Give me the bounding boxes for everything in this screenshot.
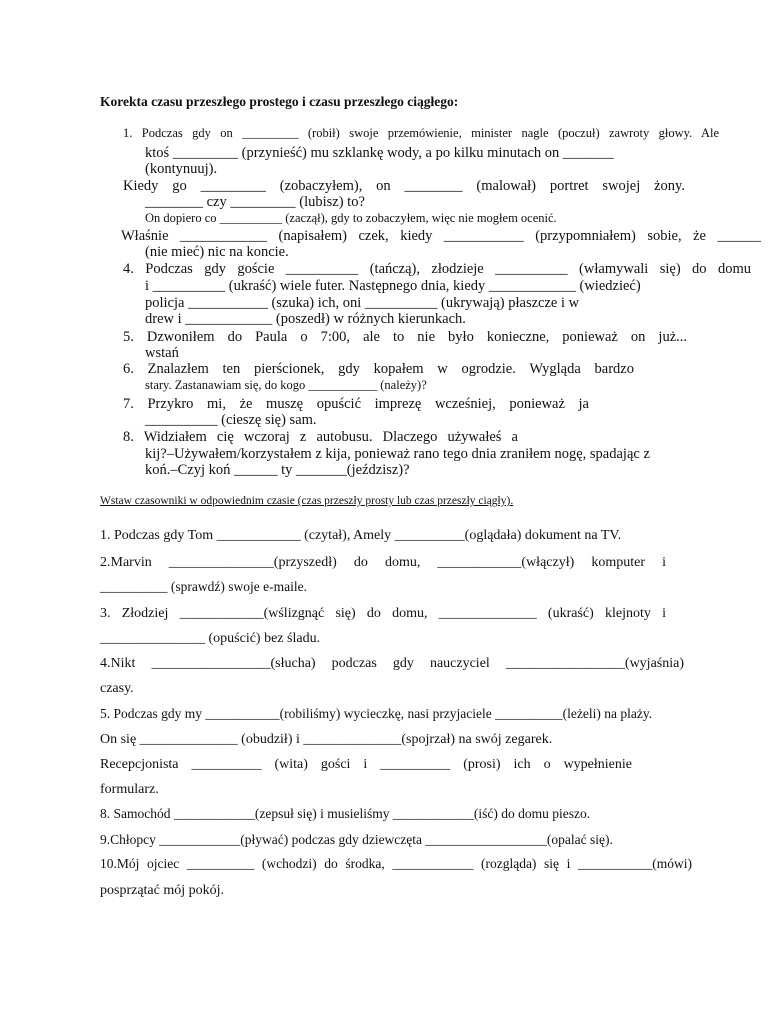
exercise5-line: 5. Dzwoniłem do Paula o 7:00, ale to nie było konieczne, ponieważ on już... xyxy=(123,329,687,345)
task-line: 10.Mój ojciec __________ (wchodzi) do środka, ____________ (rozgląda) się i ___________(mówi) xyxy=(100,856,692,871)
exercise2-line: ________ czy _________ (lubisz) to? xyxy=(145,194,365,210)
task-line: 1. Podczas gdy Tom ____________ (czytał), Amely __________(oglądała) dokument na TV. xyxy=(100,528,622,543)
task-line: 5. Podczas gdy my ___________(robiliśmy) wycieczkę, nasi przyjaciele __________(leżeli) na plaży. xyxy=(100,706,653,721)
exercise8-line: 8. Widziałem cię wczoraj z autobusu. Dlaczego używałeś a xyxy=(123,429,518,445)
task-line: Recepcjonista __________ (wita) gości i __________ (prosi) ich o wypełnienie xyxy=(100,757,632,772)
task-line: __________ (sprawdź) swoje e-maile. xyxy=(100,579,307,594)
section1-title: Korekta czasu przeszłego prostego i czasu przeszłego ciągłego: xyxy=(100,94,459,109)
section2-title: Wstaw czasowniki w odpowiednim czasie (czas przeszły prosty lub czas przeszły ciągły). xyxy=(100,495,514,507)
exercise6-line: 6. Znalazłem ten pierścionek, gdy kopałem w ogrodzie. Wygląda bardzo xyxy=(123,361,634,377)
task-line: posprzątać mój pokój. xyxy=(100,883,225,898)
exercise4-line: i __________ (ukraść) wiele futer. Następnego dnia, kiedy ____________ (wiedzieć) xyxy=(145,278,641,294)
task-line: formularz. xyxy=(100,782,159,797)
exercise1-line: (kontynuuj). xyxy=(145,161,218,177)
task-line: 4.Nikt _________________(słucha) podczas gdy nauczyciel _________________(wyjaśnia) xyxy=(100,656,684,671)
exercise7-line: 7. Przykro mi, że muszę opuścić imprezę wcześniej, ponieważ ja xyxy=(123,396,589,412)
exercise1-line: 1. Podczas gdy on _________ (robił) swoje przemówienie, minister nagle (poczuł) zawroty głowy. Ale xyxy=(123,126,719,140)
exercise1-line: ktoś _________ (przynieść) mu szklankę wody, a po kilku minutach on _______ xyxy=(145,145,614,161)
exercise3-line: (nie mieć) nic na koncie. xyxy=(145,244,289,260)
task-line: 8. Samochód ____________(zepsuł się) i musieliśmy ____________(iść) do domu pieszo. xyxy=(100,806,591,821)
exercise8-line: kij?–Używałem/korzystałem z kija, ponieważ rano tego dnia zraniłem nogę, spadając z xyxy=(145,446,650,462)
task-line: czasy. xyxy=(100,681,134,696)
exercise4-line: 4. Podczas gdy goście __________ (tańczą), złodzieje __________ (włamywali się) do domu xyxy=(123,261,751,277)
task-line: 2.Marvin _______________(przyszedł) do domu, ____________(włączył) komputer i xyxy=(100,555,666,570)
exercise6-line: stary. Zastanawiam się, do kogo ___________ (należy)? xyxy=(145,378,427,392)
task-line: On się ______________ (obudził) i ______________(spojrzał) na swój zegarek. xyxy=(100,732,553,747)
exercise3-line: Właśnie ____________ (napisałem) czek, kiedy ___________ (przypomniałem) sobie, że ______ xyxy=(121,228,761,244)
exercise7-line: __________ (cieszę się) sam. xyxy=(145,412,317,428)
exercise2-line: On dopiero co __________ (zaczął), gdy to zobaczyłem, więc nie mogłem ocenić. xyxy=(145,211,557,225)
exercise5-line: wstań xyxy=(145,345,179,361)
task-line: 3. Złodziej ____________(wślizgnąć się) do domu, ______________ (ukraść) klejnoty i xyxy=(100,606,666,621)
task-line: _______________ (opuścić) bez śladu. xyxy=(100,631,321,646)
task-line: 9.Chłopcy ____________(pływać) podczas gdy dziewczęta __________________(opalać się). xyxy=(100,832,613,847)
exercise8-line: koń.–Czyj koń ______ ty _______(jeździsz)? xyxy=(145,462,410,478)
exercise4-line: policja ___________ (szuka) ich, oni __________ (ukrywają) płaszcze i w xyxy=(145,295,580,311)
exercise2-line: Kiedy go _________ (zobaczyłem), on ________ (malował) portret swojej żony. xyxy=(123,178,685,194)
exercise4-line: drew i ____________ (poszedł) w różnych kierunkach. xyxy=(145,311,466,327)
